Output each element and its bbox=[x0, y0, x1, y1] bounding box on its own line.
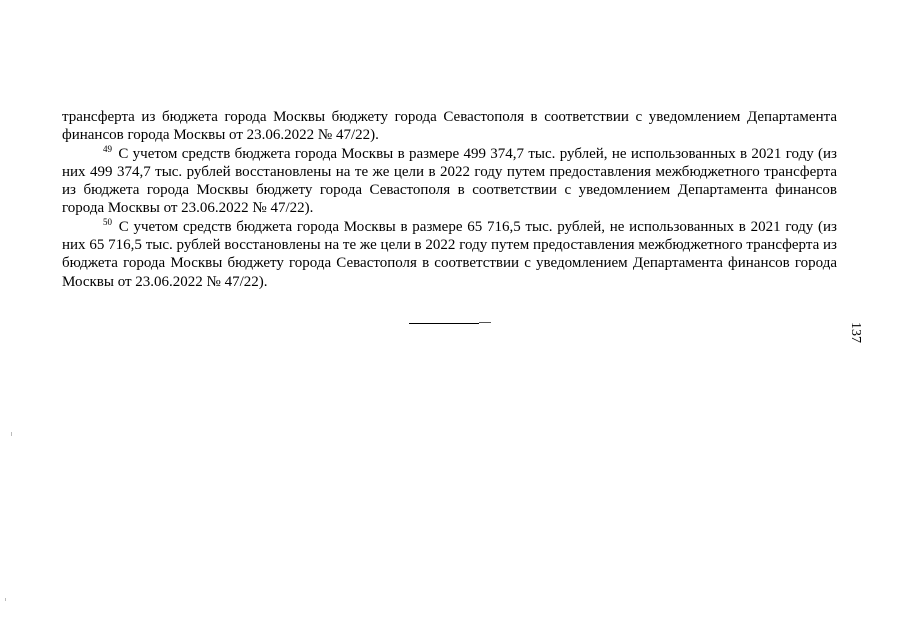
footnote-continuation bbox=[62, 108, 837, 145]
footnote-number: 50 bbox=[103, 216, 112, 227]
footnotes-text-block bbox=[62, 108, 837, 291]
paragraph-text: трансферта из бюджета города Москвы бюджету города Севастополя в соответствии с уведомлением Департамента финансов города Москвы от 23.06.2022 № 47/22). bbox=[62, 109, 837, 144]
scan-artifact bbox=[5, 598, 6, 601]
footnote-49 bbox=[62, 145, 837, 218]
paragraph-text: С учетом средств бюджета города Москвы в размере 499 374,7 тыс. рублей, не использованных в 2021 году (из них 499 374,7 тыс. рублей восстановлены на те же цели в 2022 году путем предоставления межбюджетного трансферта из бюджета города Москвы бюджету города Севастополя в соответствии с уведомлением Департамента финансов города Москвы от 23.06.2022 № 47/22). bbox=[62, 145, 837, 217]
page-number: 137 bbox=[848, 322, 863, 343]
end-separator-tail bbox=[479, 322, 491, 323]
paragraph-text: С учетом средств бюджета города Москвы в размере 65 716,5 тыс. рублей, не использованных в 2021 году (из них 65 716,5 тыс. рублей восстановлены на те же цели в 2022 году путем предоставления межбюджетного трансферта из бюджета города Москвы бюджету города Севастополя в соответствии с уведомлением Департамента финансов города Москвы от 23.06.2022 № 47/22). bbox=[62, 218, 837, 290]
footnote-50 bbox=[62, 218, 837, 291]
end-separator-line bbox=[409, 323, 479, 324]
footnote-number: 49 bbox=[103, 143, 112, 154]
scan-artifact bbox=[11, 432, 12, 436]
